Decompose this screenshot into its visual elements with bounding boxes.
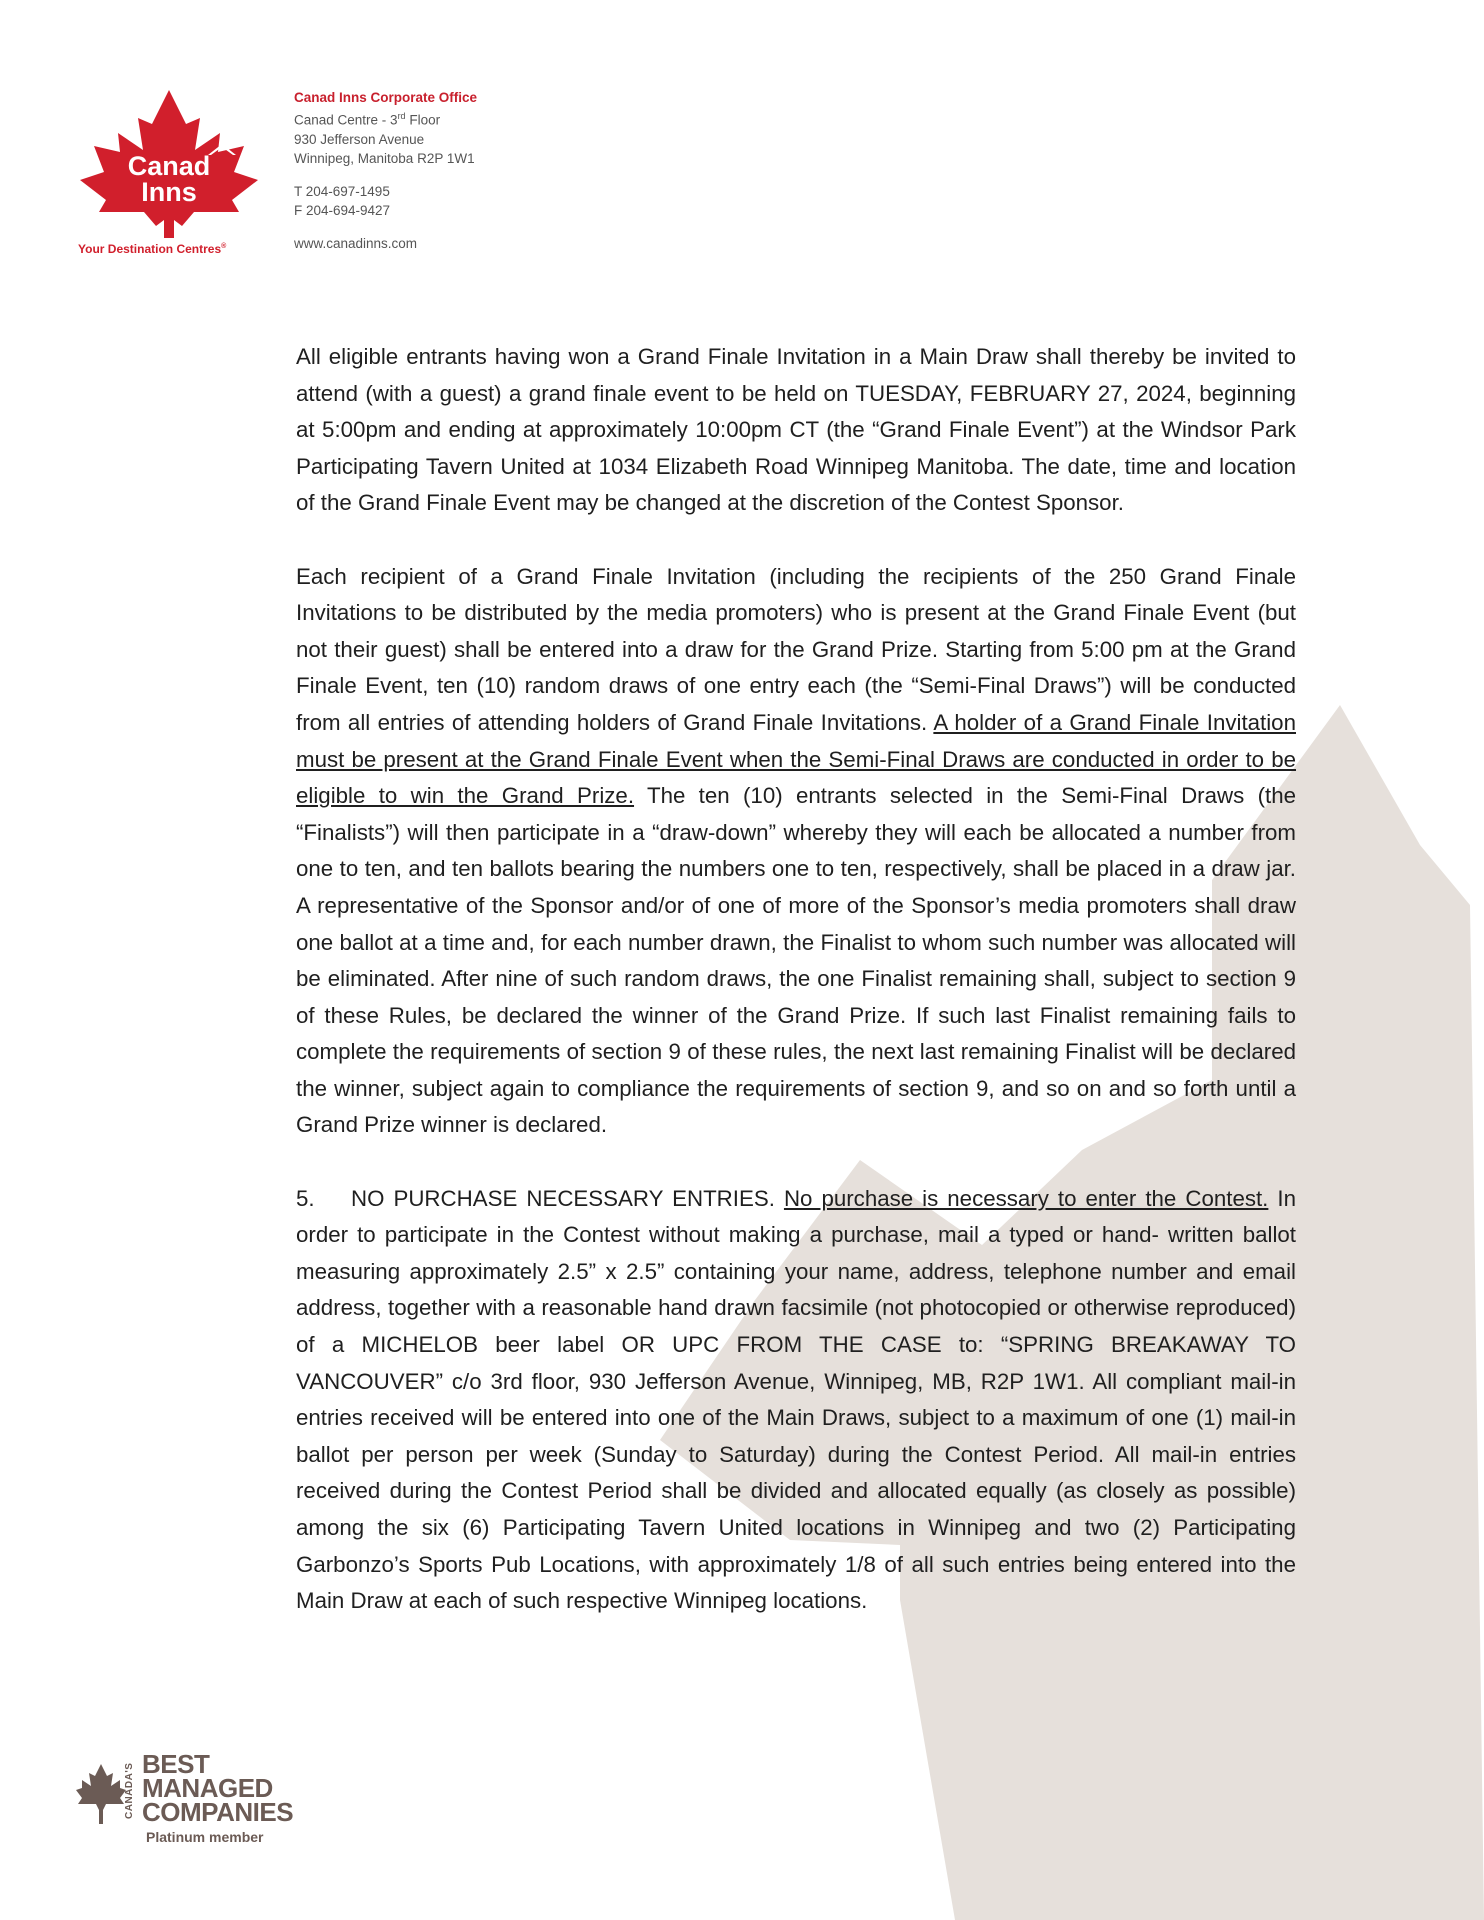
section-heading: NO PURCHASE NECESSARY ENTRIES.	[351, 1185, 775, 1211]
logo-text-canad: Canad	[127, 151, 211, 181]
address-line-1: Canad Centre - 3rd Floor	[294, 111, 441, 128]
address-line-3: Winnipeg, Manitoba R2P 1W1	[294, 150, 475, 166]
badge-vertical-text: CANADA'S	[124, 1762, 135, 1820]
badge-member-level: Platinum member	[146, 1829, 264, 1845]
best-managed-companies-badge	[76, 1749, 316, 1852]
document-body	[296, 339, 1296, 1620]
paragraph-no-purchase-necessary: 5. NO PURCHASE NECESSARY ENTRIES. No purchase is necessary to enter the Contest. In order to participate in the Contest without making a purchase, mail a typed or hand- written ballot measuring approximately 2.5” x 2.5” containing your name, address, telephone number and email address, together with a reasonable hand drawn facsimile (not photocopied or otherwise reproduced) of a MICHELOB beer label OR UPC FROM THE CASE to: “SPRING BREAKAWAY TO VANCOUVER” c/o 3rd floor, 930 Jefferson Avenue, Winnipeg, MB, R2P 1W1. All compliant mail-in entries received will be entered into one of the Main Draws, subject to a maximum of one (1) mail-in ballot per person per week (Sunday to Saturday) during the Contest Period. All mail-in entries received during the Contest Period shall be divided and allocated equally (as closely as possible) among the six (6) Participating Tavern United locations in Winnipeg and two (2) Participating Garbonzo’s Sports Pub Locations, with approximately 1/8 of all such entries being entered into the Main Draw at each of such respective Winnipeg locations.	[296, 1181, 1296, 1620]
logo-text-inns: Inns	[141, 177, 197, 207]
paragraph-semi-final-draws: Each recipient of a Grand Finale Invitation (including the recipients of the 250 Grand Finale Invitations to be distributed by the media promoters) who is present at the Grand Finale Event (but not their guest) shall be entered into a draw for the Grand Prize. Starting from 5:00 pm at the Grand Finale Event, ten (10) random draws of one entry each (the “Semi-Final Draws”) will be conducted from all entries of attending holders of Grand Finale Invitations. A holder of a Grand Finale Invitation must be present at the Grand Finale Event when the Semi-Final Draws are conducted in order to be eligible to win the Grand Prize. The ten (10) entrants selected in the Semi-Final Draws (the “Finalists”) will then participate in a “draw-down” whereby they will each be allocated a number from one to ten, and ten ballots bearing the numbers one to ten, respectively, shall be placed in a draw jar. A representative of the Sponsor and/or of one of more of the Sponsor’s media promoters shall draw one ballot at a time and, for each number drawn, the Finalist to whom such number was allocated will be eliminated. After nine of such random draws, the one Finalist remaining shall, subject to section 9 of these Rules, be declared the winner of the Grand Prize. If such last Finalist remaining fails to complete the requirements of section 9 of these rules, the next last remaining Finalist will be declared the winner, subject again to compliance the requirements of section 9, and so on and so forth until a Grand Prize winner is declared.	[296, 563, 1296, 1138]
office-name: Canad Inns Corporate Office	[294, 90, 478, 105]
canad-inns-logo	[74, 88, 264, 263]
office-address-block	[294, 88, 477, 253]
underlined-eligibility-requirement: A holder of a Grand Finale Invitation must be present at the Grand Finale Event when the Semi-Final Draws are conducted in order to be eligible to win the Grand Prize.	[296, 709, 1296, 809]
underlined-no-purchase: No purchase is necessary to enter the Contest.	[783, 1185, 1269, 1211]
address-line-2: 930 Jefferson Avenue	[294, 131, 425, 147]
logo-tagline: Your Destination Centres®	[78, 242, 227, 256]
section-number: 5.	[296, 1185, 315, 1211]
maple-leaf-icon	[76, 1764, 126, 1824]
paragraph-grand-finale-event: All eligible entrants having won a Grand Finale Invitation in a Main Draw shall thereby be invited to attend (with a guest) a grand finale event to be held on TUESDAY, FEBRUARY 27, 2024, beginning at 5:00pm and ending at approximately 10:00pm CT (the “Grand Finale Event”) at the Windsor Park Participating Tavern United at 1034 Elizabeth Road Winnipeg Manitoba. The date, time and location of the Grand Finale Event may be changed at the discretion of the Contest Sponsor.	[296, 344, 1296, 516]
badge-title: BEST MANAGED COMPANIES	[142, 1749, 294, 1827]
fax-number: F 204-694-9427	[294, 202, 391, 218]
website-link[interactable]: www.canadinns.com	[294, 235, 418, 251]
phone-number: T 204-697-1495	[294, 183, 390, 199]
